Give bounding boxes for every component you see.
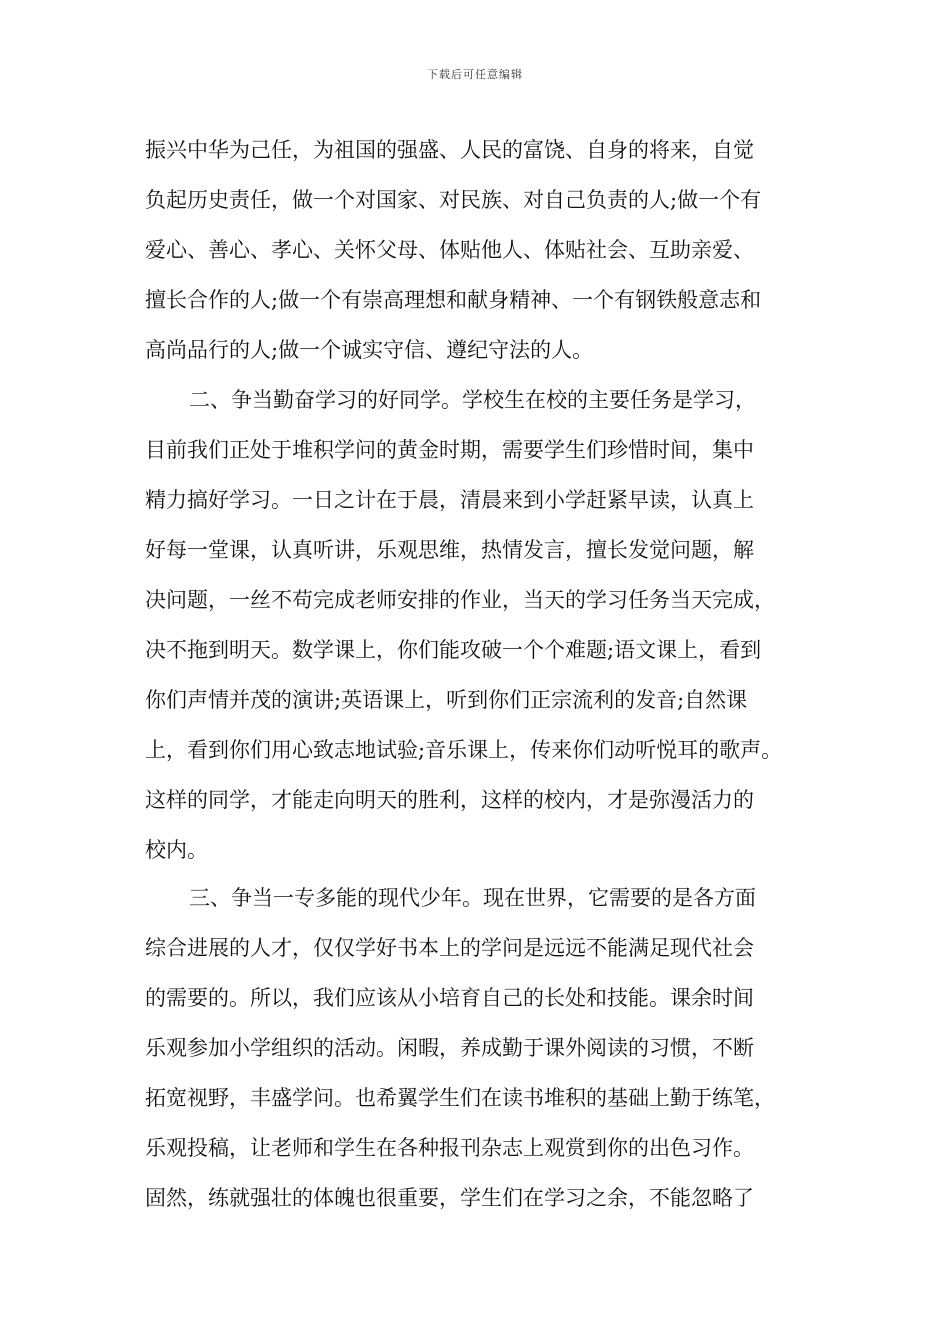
text-line: 的需要的。所以，我们应该从小培育自己的长处和技能。课余时间 (145, 986, 754, 1010)
text-line: 爱心、善心、孝心、关怀父母、体贴他人、体贴社会、互助亲爱、 (145, 238, 754, 262)
text-line: 高尚品行的人;做一个诚实守信、遵纪守法的人。 (145, 338, 594, 362)
text-line: 好每一堂课，认真听讲，乐观思维，热情发言，擅长发觉问题，解 (145, 538, 754, 562)
text-line: 校内。 (145, 838, 208, 862)
text-line: 拓宽视野，丰盛学问。也希翼学生们在读书堆积的基础上勤于练笔， (145, 1086, 775, 1110)
text-line: 决问题，一丝不苟完成老师安排的作业，当天的学习任务当天完成， (145, 588, 775, 612)
text-line: 你们声情并茂的演讲;英语课上，听到你们正宗流利的发音;自然课 (145, 688, 748, 712)
text-line: 乐观投稿，让老师和学生在各种报刊杂志上观赏到你的出色习作。 (145, 1136, 754, 1160)
text-line: 决不拖到明天。数学课上，你们能攻破一个个难题;语文课上，看到 (145, 638, 762, 662)
paragraph-start-line: 二、争当勤奋学习的好同学。学校生在校的主要任务是学习， (189, 388, 756, 412)
text-line: 负起历史责任，做一个对国家、对民族、对自己负责的人;做一个有 (145, 188, 762, 212)
text-line: 这样的同学，才能走向明天的胜利，这样的校内，才是弥漫活力的 (145, 788, 754, 812)
text-line: 上，看到你们用心致志地试验;音乐课上，传来你们动听悦耳的歌声。 (145, 738, 783, 762)
text-line: 擅长合作的人;做一个有崇高理想和献身精神、一个有钢铁般意志和 (145, 288, 762, 312)
text-line: 固然，练就强壮的体魄也很重要，学生们在学习之余，不能忽略了 (145, 1186, 754, 1210)
text-line: 振兴中华为己任，为祖国的强盛、人民的富饶、自身的将来，自觉 (145, 138, 754, 162)
text-line: 目前我们正处于堆积学问的黄金时期，需要学生们珍惜时间，集中 (145, 438, 754, 462)
text-line: 综合进展的人才，仅仅学好书本上的学问是远远不能满足现代社会 (145, 936, 754, 960)
paragraph-start-line: 三、争当一专多能的现代少年。现在世界，它需要的是各方面 (189, 886, 756, 910)
page-header: 下载后可任意编辑 (427, 68, 523, 81)
text-line: 精力搞好学习。一日之计在于晨，清晨来到小学赶紧早读，认真上 (145, 488, 754, 512)
text-line: 乐观参加小学组织的活动。闲暇，养成勤于课外阅读的习惯，不断 (145, 1036, 754, 1060)
